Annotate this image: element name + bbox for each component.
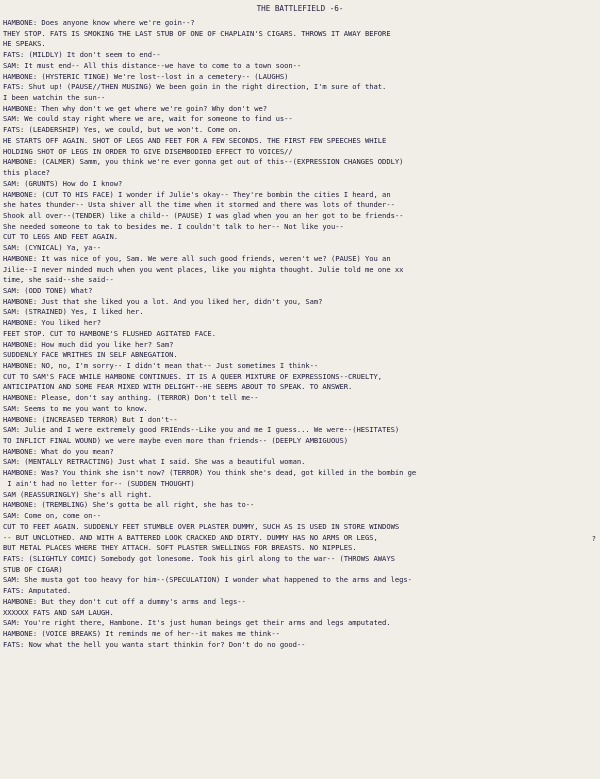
- script-line: FATS: Amputated.: [3, 586, 72, 596]
- script-line: FEET STOP. CUT TO HAMBONE'S FLUSHED AGITATED FACE.: [3, 328, 216, 338]
- script-line: HAMBONE: Was? You think she isn't now? (TERROR) You think she's dead, got killed in the bombin ge: [3, 468, 417, 478]
- script-line: I been watchin the sun--: [3, 93, 106, 103]
- script-line: FATS: (SLIGHTLY COMIC) Somebody got lonesome. Took his girl along to the war-- (THROWS AWAYS: [3, 553, 395, 563]
- script-line: HE STARTS OFF AGAIN. SHOT OF LEGS AND FEET FOR A FEW SECONDS. THE FIRST FEW SPEECHES WHILE: [3, 135, 387, 145]
- script-line: FATS: Now what the hell you wanta start thinkin for? Don't do no good--: [3, 639, 306, 649]
- script-line: SAM: Come on, come on--: [3, 511, 101, 521]
- script-line: HAMBONE: (HYSTERIC TINGE) We're lost--lost in a cemetery-- (LAUGHS): [3, 71, 289, 81]
- margin-mark: ?: [591, 535, 596, 543]
- script-line: CUT TO LEGS AND FEET AGAIN.: [3, 232, 118, 242]
- script-line: HAMBONE: (CUT TO HIS FACE) I wonder if Julie's okay-- They're bombin the cities I heard, an: [3, 189, 391, 199]
- script-line: HAMBONE: How much did you like her? Sam?: [3, 339, 174, 349]
- page-header: THE BATTLEFIELD -6-: [256, 4, 344, 13]
- script-line: SAM: She musta got too heavy for him--(SPECULATION) I wonder what happened to the arms and legs-: [3, 575, 412, 585]
- script-line: CUT TO SAM'S FACE WHILE HAMBONE CONTINUES. IT IS A QUEER MIXTURE OF EXPRESSIONS--CRUELTY,: [3, 371, 383, 381]
- script-line: XXXXXX FATS AND SAM LAUGH.: [3, 607, 114, 617]
- script-line: BUT METAL PLACES WHERE THEY ATTACH. SOFT PLASTER SWELLINGS FOR BREASTS. NO NIPPLES.: [3, 543, 357, 553]
- script-line: SAM: Seems to me you want to know.: [3, 403, 148, 413]
- script-line: HAMBONE: Then why don't we get where we're goin? Why don't we?: [3, 103, 268, 113]
- script-line: HOLDING SHOT OF LEGS IN ORDER TO GIVE DISEMBODIED EFFECT TO VOICES//: [3, 146, 293, 156]
- script-line: time, she said--she said--: [3, 275, 114, 285]
- script-line: HAMBONE: You liked her?: [3, 318, 101, 328]
- script-line: HAMBONE: Does anyone know where we're goin--?: [3, 18, 195, 27]
- script-line: CUT TO FEET AGAIN. SUDDENLY FEET STUMBLE OVER PLASTER DUMMY, SUCH AS IS USED IN STORE WINDOWS: [3, 521, 400, 531]
- script-line: She needed someone to tak to besides me. I couldn't talk to her-- Not like you--: [3, 221, 344, 231]
- script-line: Jilie--I never minded much when you went places, like you mighta thought. Julie told me one xx: [3, 264, 404, 274]
- script-line: SAM: (ODD TONE) What?: [3, 285, 93, 295]
- script-line: HAMBONE: It was nice of you, Sam. We were all such good friends, weren't we? (PAUSE) You an: [3, 253, 391, 263]
- script-body: [3, 18, 597, 650]
- script-line: SAM: (STRAINED) Yes, I liked her.: [3, 307, 144, 317]
- script-line: SAM: (MENTALLY RETRACTING) Just what I said. She was a beautiful woman.: [3, 457, 306, 467]
- script-line: HAMBONE: (VOICE BREAKS) It reminds me of her--it makes me think--: [3, 628, 280, 638]
- script-line: SUDDENLY FACE WRITHES IN SELF ABNEGATION.: [3, 350, 178, 360]
- script-line: HAMBONE: What do you mean?: [3, 446, 114, 456]
- script-line: HAMBONE: NO, no, I'm sorry-- I didn't mean that-- Just sometimes I think--: [3, 361, 319, 370]
- script-line: HAMBONE: (INCREASED TERROR) But I don't--: [3, 414, 178, 424]
- script-line: SAM: Julie and I were extremely good FRIEnds--Like you and me I guess... We were--(HESITATES): [3, 425, 400, 435]
- script-line: STUB OF CIGAR): [3, 564, 63, 574]
- script-line: -- BUT UNCLOTHED. AND WITH A BATTERED LOOK CRACKED AND DIRTY. DUMMY HAS NO ARMS OR LEGS,: [3, 532, 378, 542]
- script-line: FATS: (MILDLY) It don't seem to end--: [3, 50, 161, 60]
- script-line: she hates thunder-- Usta shiver all the time when it stormed and there was lots of thunder--: [3, 200, 395, 210]
- script-line: HAMBONE: (CALMER) Samm, you think we're ever gonna get out of this--(EXPRESSION CHANGES ODDLY): [3, 157, 404, 167]
- script-line: SAM: It must end-- All this distance--we have to come to a town soon--: [3, 60, 302, 70]
- script-line: THEY STOP. FATS IS SMOKING THE LAST STUB OF ONE OF CHAPLAIN'S CIGARS. THROWS IT AWAY BEFORE: [3, 28, 391, 38]
- script-line: FATS: Shut up! (PAUSE//THEN MUSING) We been goin in the right direction, I'm sure of that.: [3, 82, 387, 92]
- script-line: HAMBONE: (TREMBLING) She's gotta be all right, she has to--: [3, 500, 255, 510]
- script-line: SAM: We could stay right where we are, wait for someone to find us--: [3, 114, 293, 124]
- script-line: I ain't had no letter for-- (SUDDEN THOUGHT): [3, 478, 195, 488]
- script-line: SAM: (CYNICAL) Ya, ya--: [3, 243, 101, 253]
- script-line: FATS: (LEADERSHIP) Yes, we could, but we won't. Come on.: [3, 125, 242, 135]
- script-line: SAM: You're right there, Hambone. It's just human beings get their arms and legs amputated.: [3, 618, 391, 628]
- script-line: ANTICIPATION AND SOME FEAR MIXED WITH DELIGHT--HE SEEMS ABOUT TO SPEAK. TO ANSWER.: [3, 382, 353, 392]
- script-line: HAMBONE: Just that she liked you a lot. And you liked her, didn't you, Sam?: [3, 296, 323, 306]
- script-line: SAM (REASSURINGLY) She's all right.: [3, 489, 153, 499]
- script-line: Shook all over--(TENDER) like a child-- (PAUSE) I was glad when you an her got to be friends--: [3, 210, 404, 220]
- script-line: HAMBONE: Please, don't say anthing. (TERROR) Don't tell me--: [3, 393, 259, 403]
- script-line: HAMBONE: But they don't cut off a dummy's arms and legs--: [3, 596, 246, 606]
- script-line: SAM: (GRUNTS) How do I know?: [3, 178, 123, 188]
- script-line: TO INFLICT FINAL WOUND) we were maybe even more than friends-- (DEEPLY AMBIGUOUS): [3, 436, 348, 446]
- script-line: HE SPEAKS.: [3, 39, 46, 49]
- script-line: this place?: [3, 168, 50, 178]
